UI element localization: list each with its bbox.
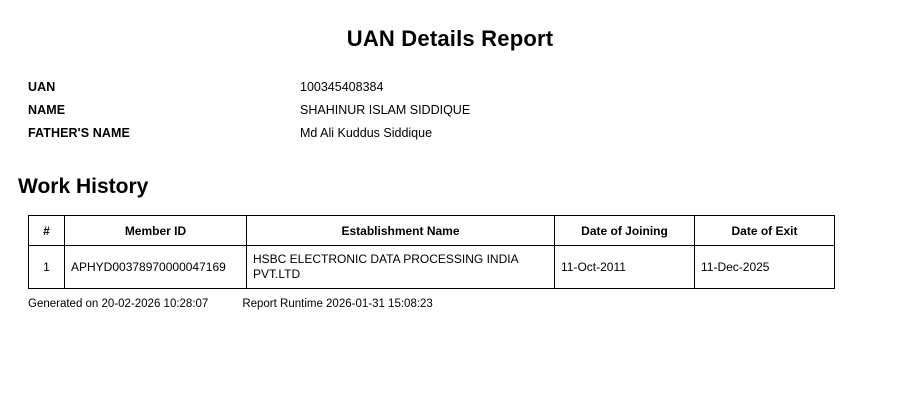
- report-footer: [28, 298, 900, 310]
- work-history-table: [28, 215, 835, 289]
- column-header-member-id: Member ID: [65, 216, 247, 246]
- cell-establishment-name: HSBC ELECTRONIC DATA PROCESSING INDIA PVT.LTD: [247, 246, 555, 289]
- column-header-num: #: [29, 216, 65, 246]
- summary-value-name: SHAHINUR ISLAM SIDDIQUE: [300, 103, 471, 117]
- summary-row-fathers-name: [28, 126, 900, 149]
- footer-report-runtime: Report Runtime 2026-01-31 15:08:23: [242, 298, 433, 310]
- cell-member-id: APHYD00378970000047169: [65, 246, 247, 289]
- column-header-establishment-name: Establishment Name: [247, 216, 555, 246]
- section-title-work-history: Work History: [18, 175, 149, 198]
- summary-row-name: [28, 103, 900, 126]
- summary-row-uan: [28, 80, 900, 103]
- uan-summary: [0, 80, 900, 149]
- page-title: UAN Details Report: [346, 26, 554, 51]
- footer-generated-on: Generated on 20-02-2026 10:28:07: [28, 298, 209, 310]
- table-header-row: [29, 216, 835, 246]
- cell-num: 1: [29, 246, 65, 289]
- summary-label-name: NAME: [28, 103, 66, 117]
- cell-date-of-joining: 11-Oct-2011: [555, 246, 695, 289]
- cell-date-of-exit: 11-Dec-2025: [695, 246, 835, 289]
- summary-label-fathers-name: FATHER'S NAME: [28, 126, 130, 140]
- table-row: [29, 246, 835, 289]
- summary-value-uan: 100345408384: [300, 80, 384, 94]
- work-history-table-wrapper: [28, 215, 834, 289]
- summary-value-fathers-name: Md Ali Kuddus Siddique: [300, 126, 433, 140]
- summary-label-uan: UAN: [28, 80, 56, 94]
- column-header-date-of-exit: Date of Exit: [695, 216, 835, 246]
- column-header-date-of-joining: Date of Joining: [555, 216, 695, 246]
